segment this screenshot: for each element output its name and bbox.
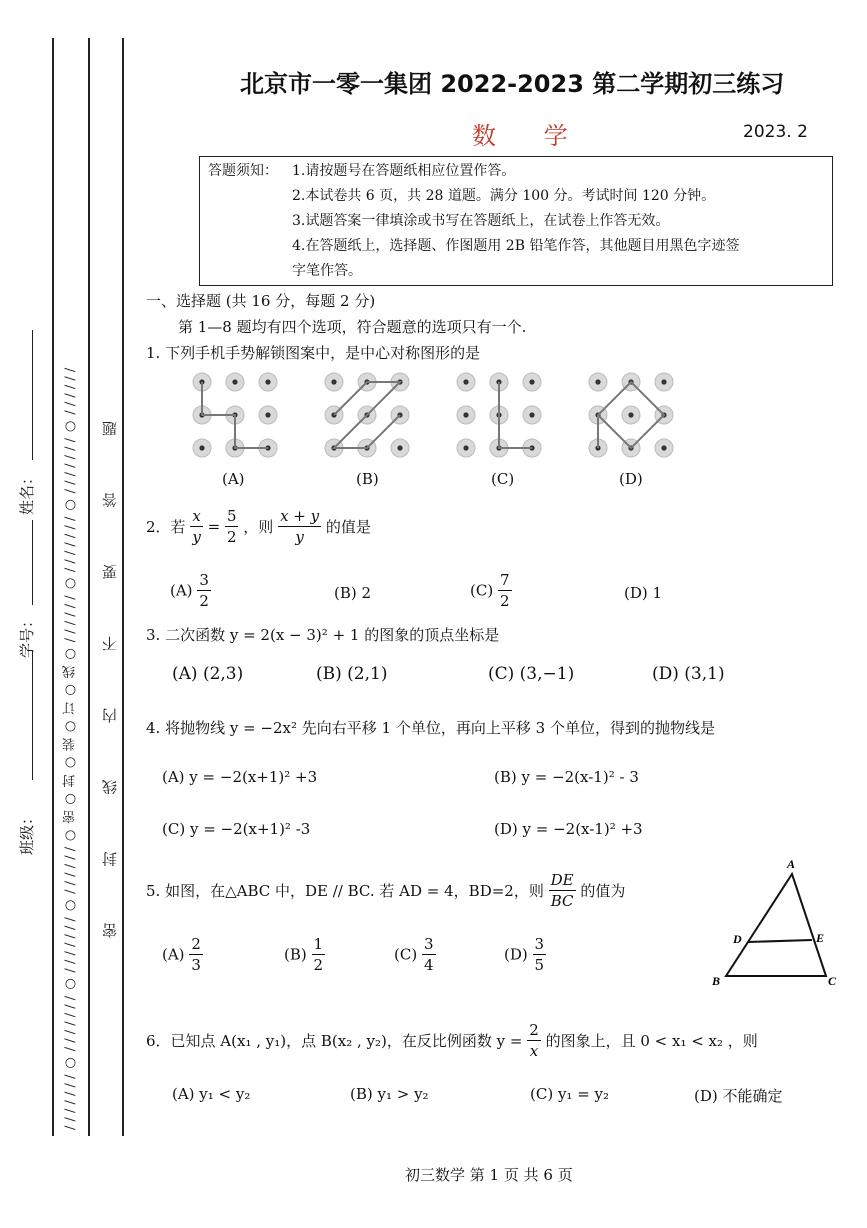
q2-option-b[interactable]: (B) 2 bbox=[334, 584, 372, 602]
q3-option-d[interactable]: (D) (3,1) bbox=[652, 664, 725, 684]
seal-warning: 密 封 线 内 不 要 答 题 bbox=[101, 395, 119, 939]
notice-line: 字笔作答。 bbox=[292, 263, 362, 279]
student-id-label: 学号： bbox=[18, 612, 37, 659]
point-d-label: D bbox=[733, 932, 742, 946]
q1-label-a: (A) bbox=[222, 470, 245, 488]
subject-title: 数 学 bbox=[472, 122, 588, 150]
section-heading: 一、选择题 (共 16 分，每题 2 分) bbox=[146, 292, 376, 310]
name-label: 姓名： bbox=[18, 469, 37, 516]
fraction-5-over-2: $\frac{5}{2}$ bbox=[226, 507, 237, 546]
pattern-d-icon bbox=[589, 373, 673, 457]
class-label: 班级： bbox=[18, 809, 37, 856]
question-6-stem: 6．已知点 A(x₁ , y₁)，点 B(x₂ , y₂)，在反比例函数 y = $\frac{2}{x}$ 的图象上，且 0 < x₁ < x₂ ，则 bbox=[146, 1021, 758, 1060]
q5-option-c[interactable]: (C) $\frac{3}{4}$ bbox=[394, 935, 434, 974]
fraction-sum-over-y: $\frac{x + y}{y}$ bbox=[280, 507, 320, 546]
q6-option-a[interactable]: (A) y₁ < y₂ bbox=[172, 1085, 251, 1103]
notice-line: 1.请按题号在答题纸相应位置作答。 bbox=[292, 163, 516, 179]
question-4-stem: 4. 将抛物线 y = −2x² 先向右平移 1 个单位，再向上平移 3 个单位，得到的抛物线是 bbox=[146, 719, 715, 737]
question-3-stem: 3. 二次函数 y = 2(x − 3)² + 1 的图象的顶点坐标是 bbox=[146, 626, 500, 644]
page-title: 北京市一零一集团 2022-2023 第二学期初三练习 bbox=[240, 70, 785, 98]
margin-line-outer bbox=[52, 38, 54, 1136]
vertex-a-label: A bbox=[787, 857, 796, 871]
pattern-a-icon bbox=[193, 373, 277, 457]
question-2-stem: 2．若 $\frac{x}{y}$ = $\frac{5}{2}$ ，则 $\frac{x + y}{y}$ 的值是 bbox=[146, 507, 371, 546]
question-1-stem: 1. 下列手机手势解锁图案中，是中心对称图形的是 bbox=[146, 344, 481, 362]
student-id-field[interactable] bbox=[32, 520, 33, 605]
pattern-c-icon bbox=[457, 373, 541, 457]
q1-label-c: (C) bbox=[491, 470, 515, 488]
q3-option-b[interactable]: (B) (2,1) bbox=[316, 664, 388, 684]
q4-option-d[interactable]: (D) y = −2(x-1)² +3 bbox=[494, 820, 643, 838]
point-e-label: E bbox=[816, 931, 825, 945]
margin-line-inner bbox=[122, 38, 124, 1136]
triangle-figure bbox=[700, 852, 850, 994]
exam-date: 2023. 2 bbox=[743, 122, 808, 142]
vertex-c-label: C bbox=[828, 974, 837, 988]
q4-option-b[interactable]: (B) y = −2(x-1)² - 3 bbox=[494, 768, 639, 786]
q2-option-d[interactable]: (D) 1 bbox=[624, 584, 663, 602]
fraction-2-over-x: $\frac{2}{x}$ bbox=[529, 1021, 539, 1060]
q3-option-c[interactable]: (C) (3,−1) bbox=[488, 664, 575, 684]
q2-option-a[interactable]: (A) $\frac{3}{2}$ bbox=[170, 571, 209, 610]
fraction-x-over-y: $\frac{x}{y}$ bbox=[192, 507, 201, 546]
q5-option-d[interactable]: (D) $\frac{3}{5}$ bbox=[504, 935, 545, 974]
q6-option-d[interactable]: (D) 不能确定 bbox=[694, 1087, 783, 1105]
notice-line: 3.试题答案一律填涂或书写在答题纸上，在试卷上作答无效。 bbox=[292, 213, 670, 229]
notice-label: 答题须知： bbox=[208, 163, 278, 179]
margin-line-middle bbox=[88, 38, 90, 1136]
notice-line: 2.本试卷共 6 页，共 28 道题。满分 100 分。考试时间 120 分钟。 bbox=[292, 188, 716, 204]
name-field[interactable] bbox=[32, 330, 33, 460]
section-instruction: 第 1—8 题均有四个选项，符合题意的选项只有一个. bbox=[178, 318, 527, 336]
q1-label-d: (D) bbox=[619, 470, 643, 488]
q6-option-b[interactable]: (B) y₁ > y₂ bbox=[350, 1085, 429, 1103]
fraction-de-over-bc: $\frac{DE}{BC}$ bbox=[550, 871, 574, 910]
q6-option-c[interactable]: (C) y₁ = y₂ bbox=[530, 1085, 610, 1103]
question-5-stem: 5. 如图，在△ABC 中，DE // BC. 若 AD = 4，BD=2，则 $\frac{DE}{BC}$ 的值为 bbox=[146, 871, 626, 910]
q4-option-a[interactable]: (A) y = −2(x+1)² +3 bbox=[162, 768, 318, 786]
vertex-b-label: B bbox=[712, 974, 721, 988]
notice-line: 4.在答题纸上，选择题、作图题用 2B 铅笔作答，其他题目用黑色字迹签 bbox=[292, 238, 740, 254]
pattern-b-icon bbox=[325, 373, 409, 457]
q5-option-a[interactable]: (A) $\frac{2}{3}$ bbox=[162, 935, 201, 974]
question-1-figures bbox=[180, 366, 690, 466]
notice-box bbox=[199, 156, 833, 286]
seal-line-text: / / / / / / / ○ / / / / / / / ○ / / / / / / / ○ / / / / / / ○ 密 ○ 封 ○ 装 ○ 订 ○ 线 ○ / / / / / / ○ / / / / / / / ○ / / / / / / / ○ / / / / / / bbox=[63, 367, 78, 1130]
q2-option-c[interactable]: (C) $\frac{7}{2}$ bbox=[470, 571, 510, 610]
q1-label-b: (B) bbox=[356, 470, 379, 488]
q4-option-c[interactable]: (C) y = −2(x+1)² -3 bbox=[162, 820, 311, 838]
q5-option-b[interactable]: (B) $\frac{1}{2}$ bbox=[284, 935, 324, 974]
student-id-field-lower[interactable] bbox=[32, 650, 33, 780]
page-footer: 初三数学 第 1 页 共 6 页 bbox=[405, 1166, 573, 1184]
q3-option-a[interactable]: (A) (2,3) bbox=[172, 664, 244, 684]
